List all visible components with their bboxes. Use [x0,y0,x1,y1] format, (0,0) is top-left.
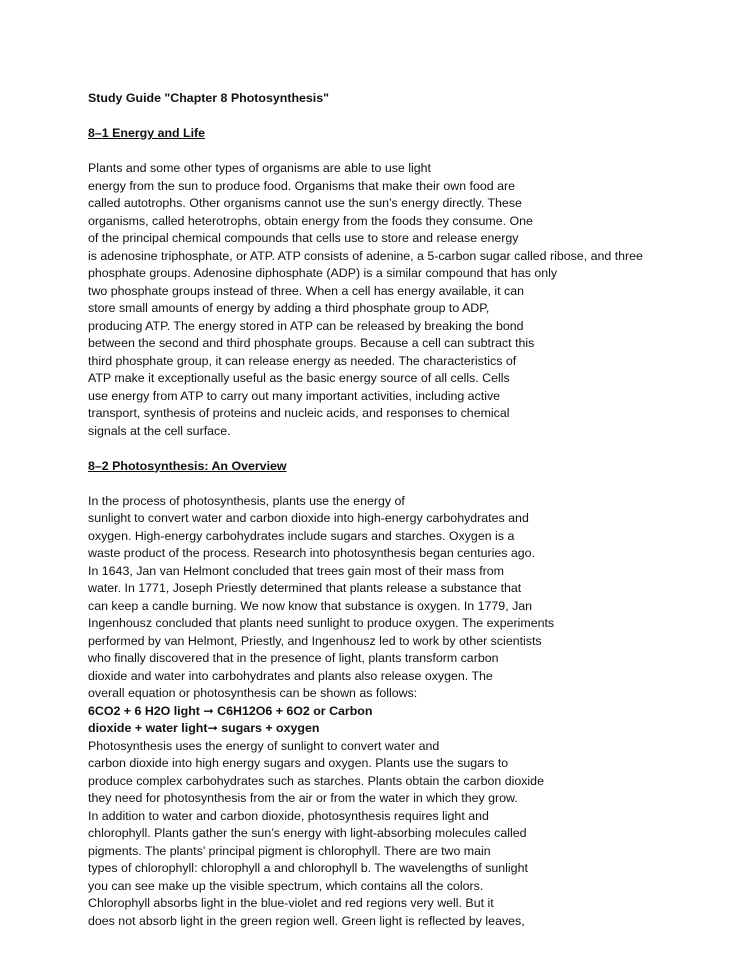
text-line: organisms, called heterotrophs, obtain energy from the foods they consume. One [88,213,533,228]
text-line: chlorophyll. Plants gather the sun’s energy with light-absorbing molecules called [88,826,527,840]
text-line: waste product of the process. Research into photosynthesis began centuries ago. [88,546,536,560]
text-line: does not absorb light in the green region well. Green light is reflected by leaves, [88,913,525,928]
section-heading-photosynthesis-overview: 8–2 Photosynthesis: An Overview [88,458,287,473]
text-line: producing ATP. The energy stored in ATP can be released by breaking the bond [88,318,524,333]
text-line: of the principal chemical compounds that cells use to store and release energy [88,231,519,245]
text-line: performed by van Helmont, Priestly, and Ingenhousz led to work by other scientists [88,633,542,648]
document-page [88,90,728,930]
text-line: pigments. The plants’ principal pigment is chlorophyll. There are two main [88,843,491,858]
text-line: phosphate groups. Adenosine diphosphate (ADP) is a similar compound that has only [88,266,558,280]
text-line: Chlorophyll absorbs light in the blue-violet and red regions very well. But it [88,896,494,910]
section-body-energy-and-life [88,160,728,440]
section-heading-energy-and-life: 8–1 Energy and Life [88,126,206,140]
spacer [88,440,728,458]
text-line: two phosphate groups instead of three. When a cell has energy available, it can [88,283,525,298]
spacer [88,108,728,126]
text-line: dioxide and water into carbohydrates and plants also release oxygen. The [88,668,493,683]
text-line: types of chlorophyll: chlorophyll a and chlorophyll b. The wavelengths of sunlight [88,861,528,875]
text-line: energy from the sun to produce food. Organisms that make their own food are [88,178,516,193]
equation-line: 6CO2 + 6 H2O light ➞ C6H12O6 + 6O2 or Carbon [88,703,373,718]
text-line: Photosynthesis uses the energy of sunlight to convert water and [88,738,440,753]
document-title: Study Guide "Chapter 8 Photosynthesis" [88,91,330,105]
text-line: can keep a candle burning. We now know that substance is oxygen. In 1779, Jan [88,598,533,613]
text-line: In 1643, Jan van Helmont concluded that trees gain most of their mass from [88,563,504,578]
text-line: you can see make up the visible spectrum, which contains all the colors. [88,878,484,893]
text-line: Plants and some other types of organisms are able to use light [88,161,431,175]
text-line: signals at the cell surface. [88,423,231,438]
text-line: overall equation or photosynthesis can be shown as follows: [88,686,418,700]
text-line: ATP make it exceptionally useful as the basic energy source of all cells. Cells [88,371,510,385]
text-line: use energy from ATP to carry out many important activities, including active [88,388,501,403]
text-line: called autotrophs. Other organisms cannot use the sun’s energy directly. These [88,196,522,210]
text-line: produce complex carbohydrates such as starches. Plants obtain the carbon dioxide [88,773,544,788]
text-line: is adenosine triphosphate, or ATP. ATP consists of adenine, a 5-carbon sugar called ribose, and three [88,248,643,263]
text-line: In the process of photosynthesis, plants use the energy of [88,493,405,508]
spacer [88,475,728,493]
text-line: oxygen. High-energy carbohydrates include sugars and starches. Oxygen is a [88,528,515,543]
text-line: between the second and third phosphate groups. Because a cell can subtract this [88,336,535,350]
equation-line: dioxide + water light➞ sugars + oxygen [88,721,320,735]
text-line: who finally discovered that in the presence of light, plants transform carbon [88,651,499,665]
text-line: they need for photosynthesis from the air or from the water in which they grow. [88,791,518,805]
text-line: sunlight to convert water and carbon dioxide into high-energy carbohydrates and [88,511,529,525]
text-line: transport, synthesis of proteins and nucleic acids, and responses to chemical [88,406,510,420]
text-line: water. In 1771, Joseph Priestly determined that plants release a substance that [88,581,522,595]
text-line: third phosphate group, it can release energy as needed. The characteristics of [88,353,517,368]
spacer [88,143,728,161]
text-line: store small amounts of energy by adding a third phosphate group to ADP, [88,301,490,315]
text-line: carbon dioxide into high energy sugars and oxygen. Plants use the sugars to [88,756,509,770]
section-body-photosynthesis-overview [88,493,728,931]
text-line: In addition to water and carbon dioxide, photosynthesis requires light and [88,808,489,823]
text-line: Ingenhousz concluded that plants need sunlight to produce oxygen. The experiments [88,616,555,630]
